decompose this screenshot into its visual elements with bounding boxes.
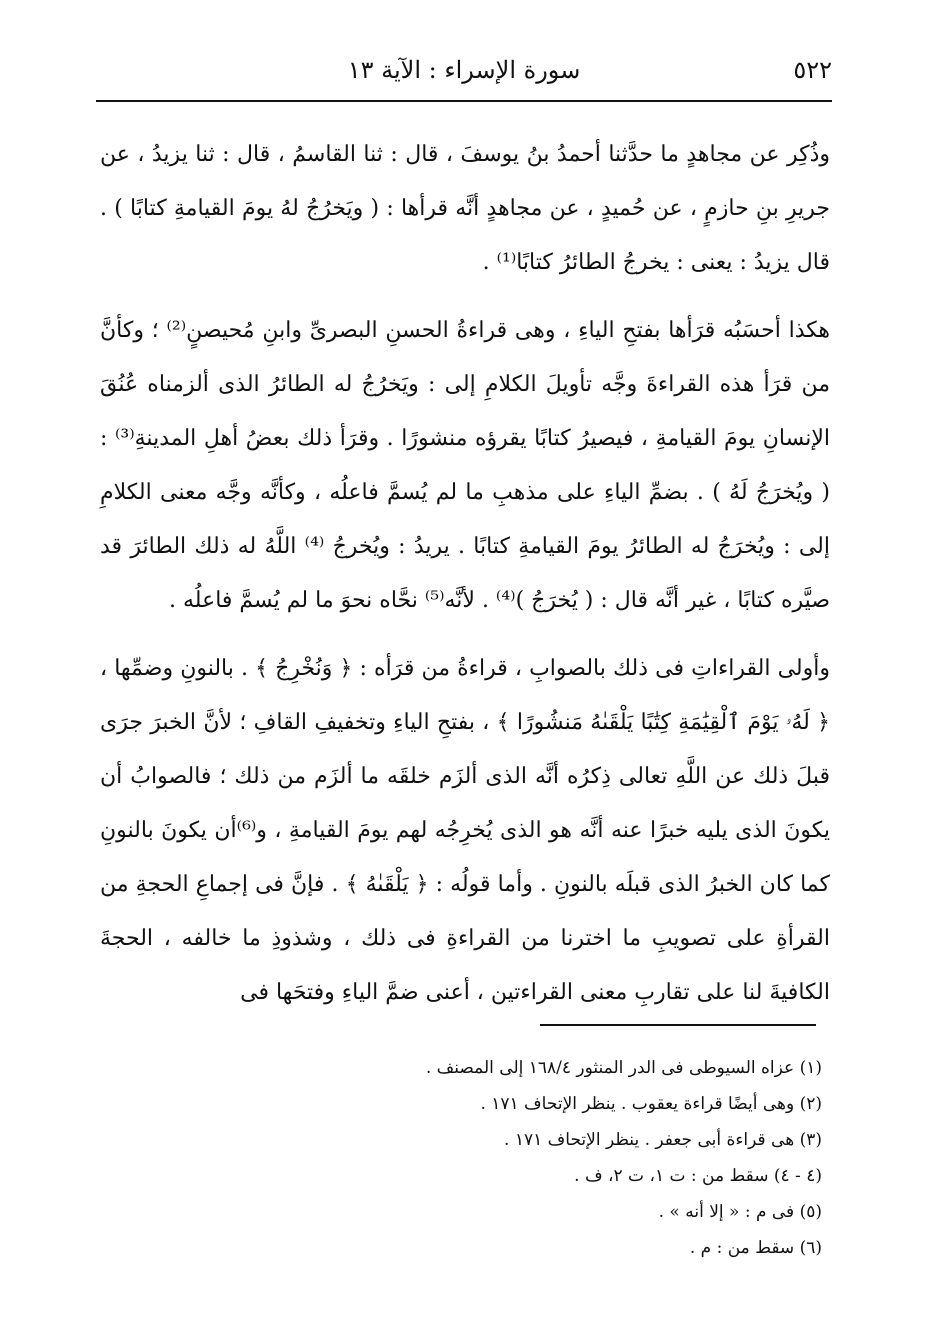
footnote-1: (١) عزاه السيوطى فى الدر المنثور ١٦٨/٤ إلى المصنف . [425, 1058, 822, 1078]
paragraph-2: هكذا أحسَبُه قرَأها بفتحِ الياءِ ، وهى قراءةُ الحسنِ البصرىِّ وابنِ مُحيصنٍ⁽²⁾ ؛ وكأنَّ من قرَأ هذه القراءةَ وجَّه تأويلَ الكلامِ إلى : ويَخرُجُ له الطائرُ الذى ألزمناه عُنُقَ الإنسانِ يومَ القيامةِ ، فيصيرُ كتابًا يقرؤه منشورًا . وقرَأ ذلك بعضُ أهلِ المدينةِ⁽³⁾ : ( ويُخرَجُ لَهُ ) . بضمِّ الياءِ على مذهبِ ما لم يُسمَّ فاعلُه ، وكأنَّه وجَّه معنى الكلامِ إلى : ويُخرَجُ له الطائرُ يومَ القيامةِ كتابًا . يريدُ : ويُخرجُ ⁽⁴⁾ اللَّهُ له ذلك الطائرَ قد صيَّره كتابًا ، غير أنَّه قال : ( يُخرَجُ )⁽⁴⁾ . لأنَّه⁽⁵⁾ نحَّاه نحوَ ما لم يُسمَّ فاعلُه . [100, 318, 830, 613]
page-number: ٥٢٢ [793, 56, 832, 84]
paragraph-1: وذُكِر عن مجاهدٍ ما حدَّثنا أحمدُ بنُ يوسفَ ، قال : ثنا القاسمُ ، قال : ثنا يزيدُ ، عن جريرِ بنِ حازمٍ ، عن حُميدٍ ، عن مجاهدٍ أنَّه قرأها : ( ويَخرُجُ لهُ يومَ القيامةِ كتابًا ) . قال يزيدُ : يعنى : يخرجُ الطائرُ كتابًا⁽¹⁾ . [100, 142, 831, 275]
footnote-4: (٤ - ٤) سقط من : ت ١، ت ٢، ف . [574, 1166, 822, 1186]
running-title: سورة الإسراء : الآية ١٣ [347, 56, 581, 84]
footnote-3: (٣) هى قراءة أبى جعفر . ينظر الإتحاف ١٧١ . [504, 1130, 822, 1150]
page-header [96, 48, 832, 96]
footnotes [100, 1050, 822, 1266]
main-text [100, 128, 830, 1020]
footnote-5: (٥) فى م : « إلا أنه » . [658, 1202, 822, 1222]
paragraph-3: وأولى القراءاتِ فى ذلك بالصوابِ ، قراءةُ من قرَأه : ﴿ وَنُخْرِجُ ﴾ . بالنونِ وضمِّها ، ﴿ لَهُۥ يَوْمَ ٱلْقِيَٰمَةِ كِتَٰبًا يَلْقَىٰهُ مَنشُورًا ﴾ ، بفتحِ الياءِ وتخفيفِ القافِ ؛ لأنَّ الخبرَ جرَى قبلَ ذلك عن اللَّهِ تعالى ذِكرُه أنَّه الذى ألزَم خلقَه ما ألزَم من ذلك ؛ فالصوابُ أن يكونَ الذى يليه خبرًا عنه أنَّه هو الذى يُخرِجُه لهم يومَ القيامةِ ، و⁽⁶⁾أن يكونَ بالنونِ كما كان الخبرُ الذى قبلَه بالنونِ . وأما قولُه : ﴿ يَلْقَىٰهُ ﴾ . فإنَّ فى إجماعِ الحجةِ من القرأةِ على تصويبِ ما اخترنا من القراءةِ فى ذلك ، وشذوذِ ما خالفه ، الحجةَ الكافيةَ لنا على تقاربِ معنى القراءتين ، أعنى ضمَّ الياءِ وفتحَها فى [100, 656, 830, 1005]
footnote-6: (٦) سقط من : م . [689, 1238, 822, 1258]
header-rule [96, 100, 832, 102]
footnote-2: (٢) وهى أيضًا قراءة يعقوب . ينظر الإتحاف ١٧١ . [480, 1094, 822, 1114]
footnote-rule [540, 1024, 816, 1026]
